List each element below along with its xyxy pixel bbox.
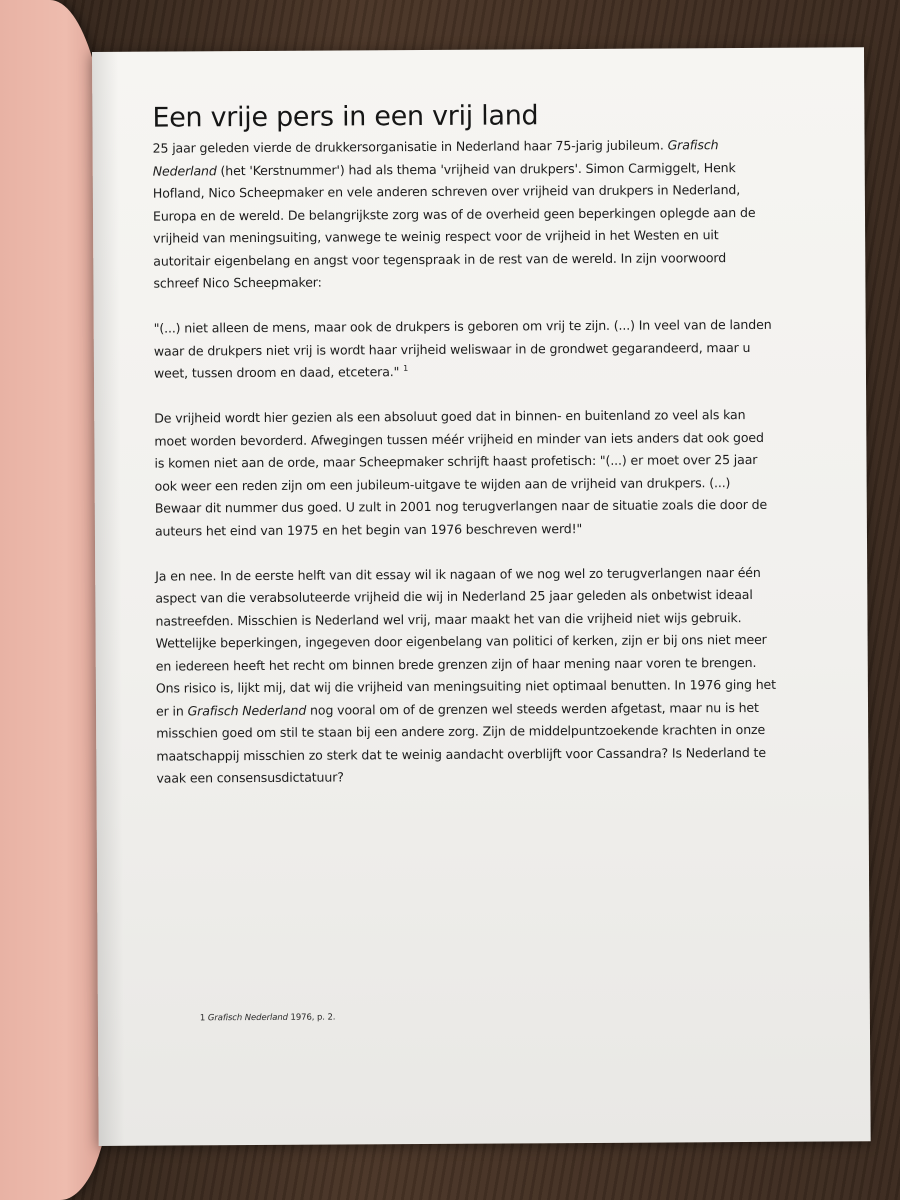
quote-text: "(...) niet alleen de mens, maar ook de drukpers is geboren om vrij te zijn. (...) In veel van de landen waar de drukpers niet vrij is wordt haar vrijheid weliswaar in de grondwet gegarandeerd, maar u weet, tussen droom en daad, etcetera." xyxy=(153,316,772,381)
booklet-page xyxy=(92,47,871,1146)
footnote-detail: 1976, p. 2. xyxy=(287,1012,336,1023)
paragraph-intro-part-b: (het 'Kerstnummer') had als thema 'vrijheid van drukpers'. Simon Carmiggelt, Henk Hofland, Nico Scheepmaker en vele anderen schreven over vrijheid van drukpers in Nederland, Europa en de wereld. De belangrijkste zorg was of de overheid geen beperkingen oplegde aan de vrijheid van meningsuiting, vanwege te weinig respect voor de vrijheid in het Westen en uit autoritair eigenbelang en angst voor tegenspraak in de rest van de wereld. In zijn voorwoord schreef Nico Scheepmaker: xyxy=(152,159,756,291)
paragraph-second: De vrijheid wordt hier gezien als een absoluut goed dat in binnen- en buitenland zo veel als kan moet worden bevorderd. Afwegingen tussen méér vrijheid en minder van iets anders dat ook goed is komen niet aan de orde, maar Scheepmaker schrijft haast profetisch: "(...) er moet over 25 jaar ook weer een reden zijn om een jubileum-uitgave te wijden aan de vrijheid van drukpers. (...) Bewaar dit nummer dus goed. U zult in 2001 nog terugverlangen naar de situatie zoals die door de auteurs het eind van 1975 en het begin van 1976 beschreven werd!" xyxy=(154,407,768,539)
paragraph-third-part-b: nog vooral om of de grenzen wel steeds werden afgetast, maar nu is het misschien goed om stil te staan bij een andere zorg. Zijn de middelpuntzoekende krachten in onze maatschappij misschien zo sterk dat te weinig aandacht overblijft voor Cassandra? Is Nederland te vaak een consensusdictatuur? xyxy=(156,699,766,786)
footnote-marker: 1 xyxy=(403,363,409,373)
paragraph-intro-part-a: 25 jaar geleden vierde de drukkersorganisatie in Nederland haar 75-jarig jubileum. xyxy=(152,137,668,156)
footnote-number: 1 xyxy=(199,1013,206,1024)
article-title: Een vrije pers in een vrij land xyxy=(152,100,539,134)
paragraph-intro-emphasis: Grafisch Nederland xyxy=(152,137,719,179)
paragraph-third xyxy=(155,561,776,790)
footnote-source: Grafisch Nederland xyxy=(207,1012,288,1024)
paragraph-third-part-a: Ja en nee. In de eerste helft van dit essay wil ik nagaan of we nog wel zo terugverlangen naar één aspect van die verabsoluteerde vrijheid die wij in Nederland 25 jaar geleden als onbetwist ideaal nastreefden. Misschien is Nederland wel vrij, maar maakt het van die vrijheid niet wijs gebruik. Wettelijke beperkingen, ingegeven door eigenbelang van politici of kerken, zijn er bij ons niet meer en iedereen heeft het recht om binnen brede grenzen zijn of haar mening naar voren te brengen. Ons risico is, lijkt mij, dat wij die vrijheid van meningsuiting niet optimaal benutten. In 1976 ging het er in xyxy=(155,564,776,719)
paragraph-intro xyxy=(153,134,774,295)
quote-paragraph xyxy=(154,314,774,385)
paragraph-third-emphasis: Grafisch Nederland xyxy=(187,702,307,718)
article-body xyxy=(152,98,776,813)
footnote xyxy=(200,1013,336,1024)
